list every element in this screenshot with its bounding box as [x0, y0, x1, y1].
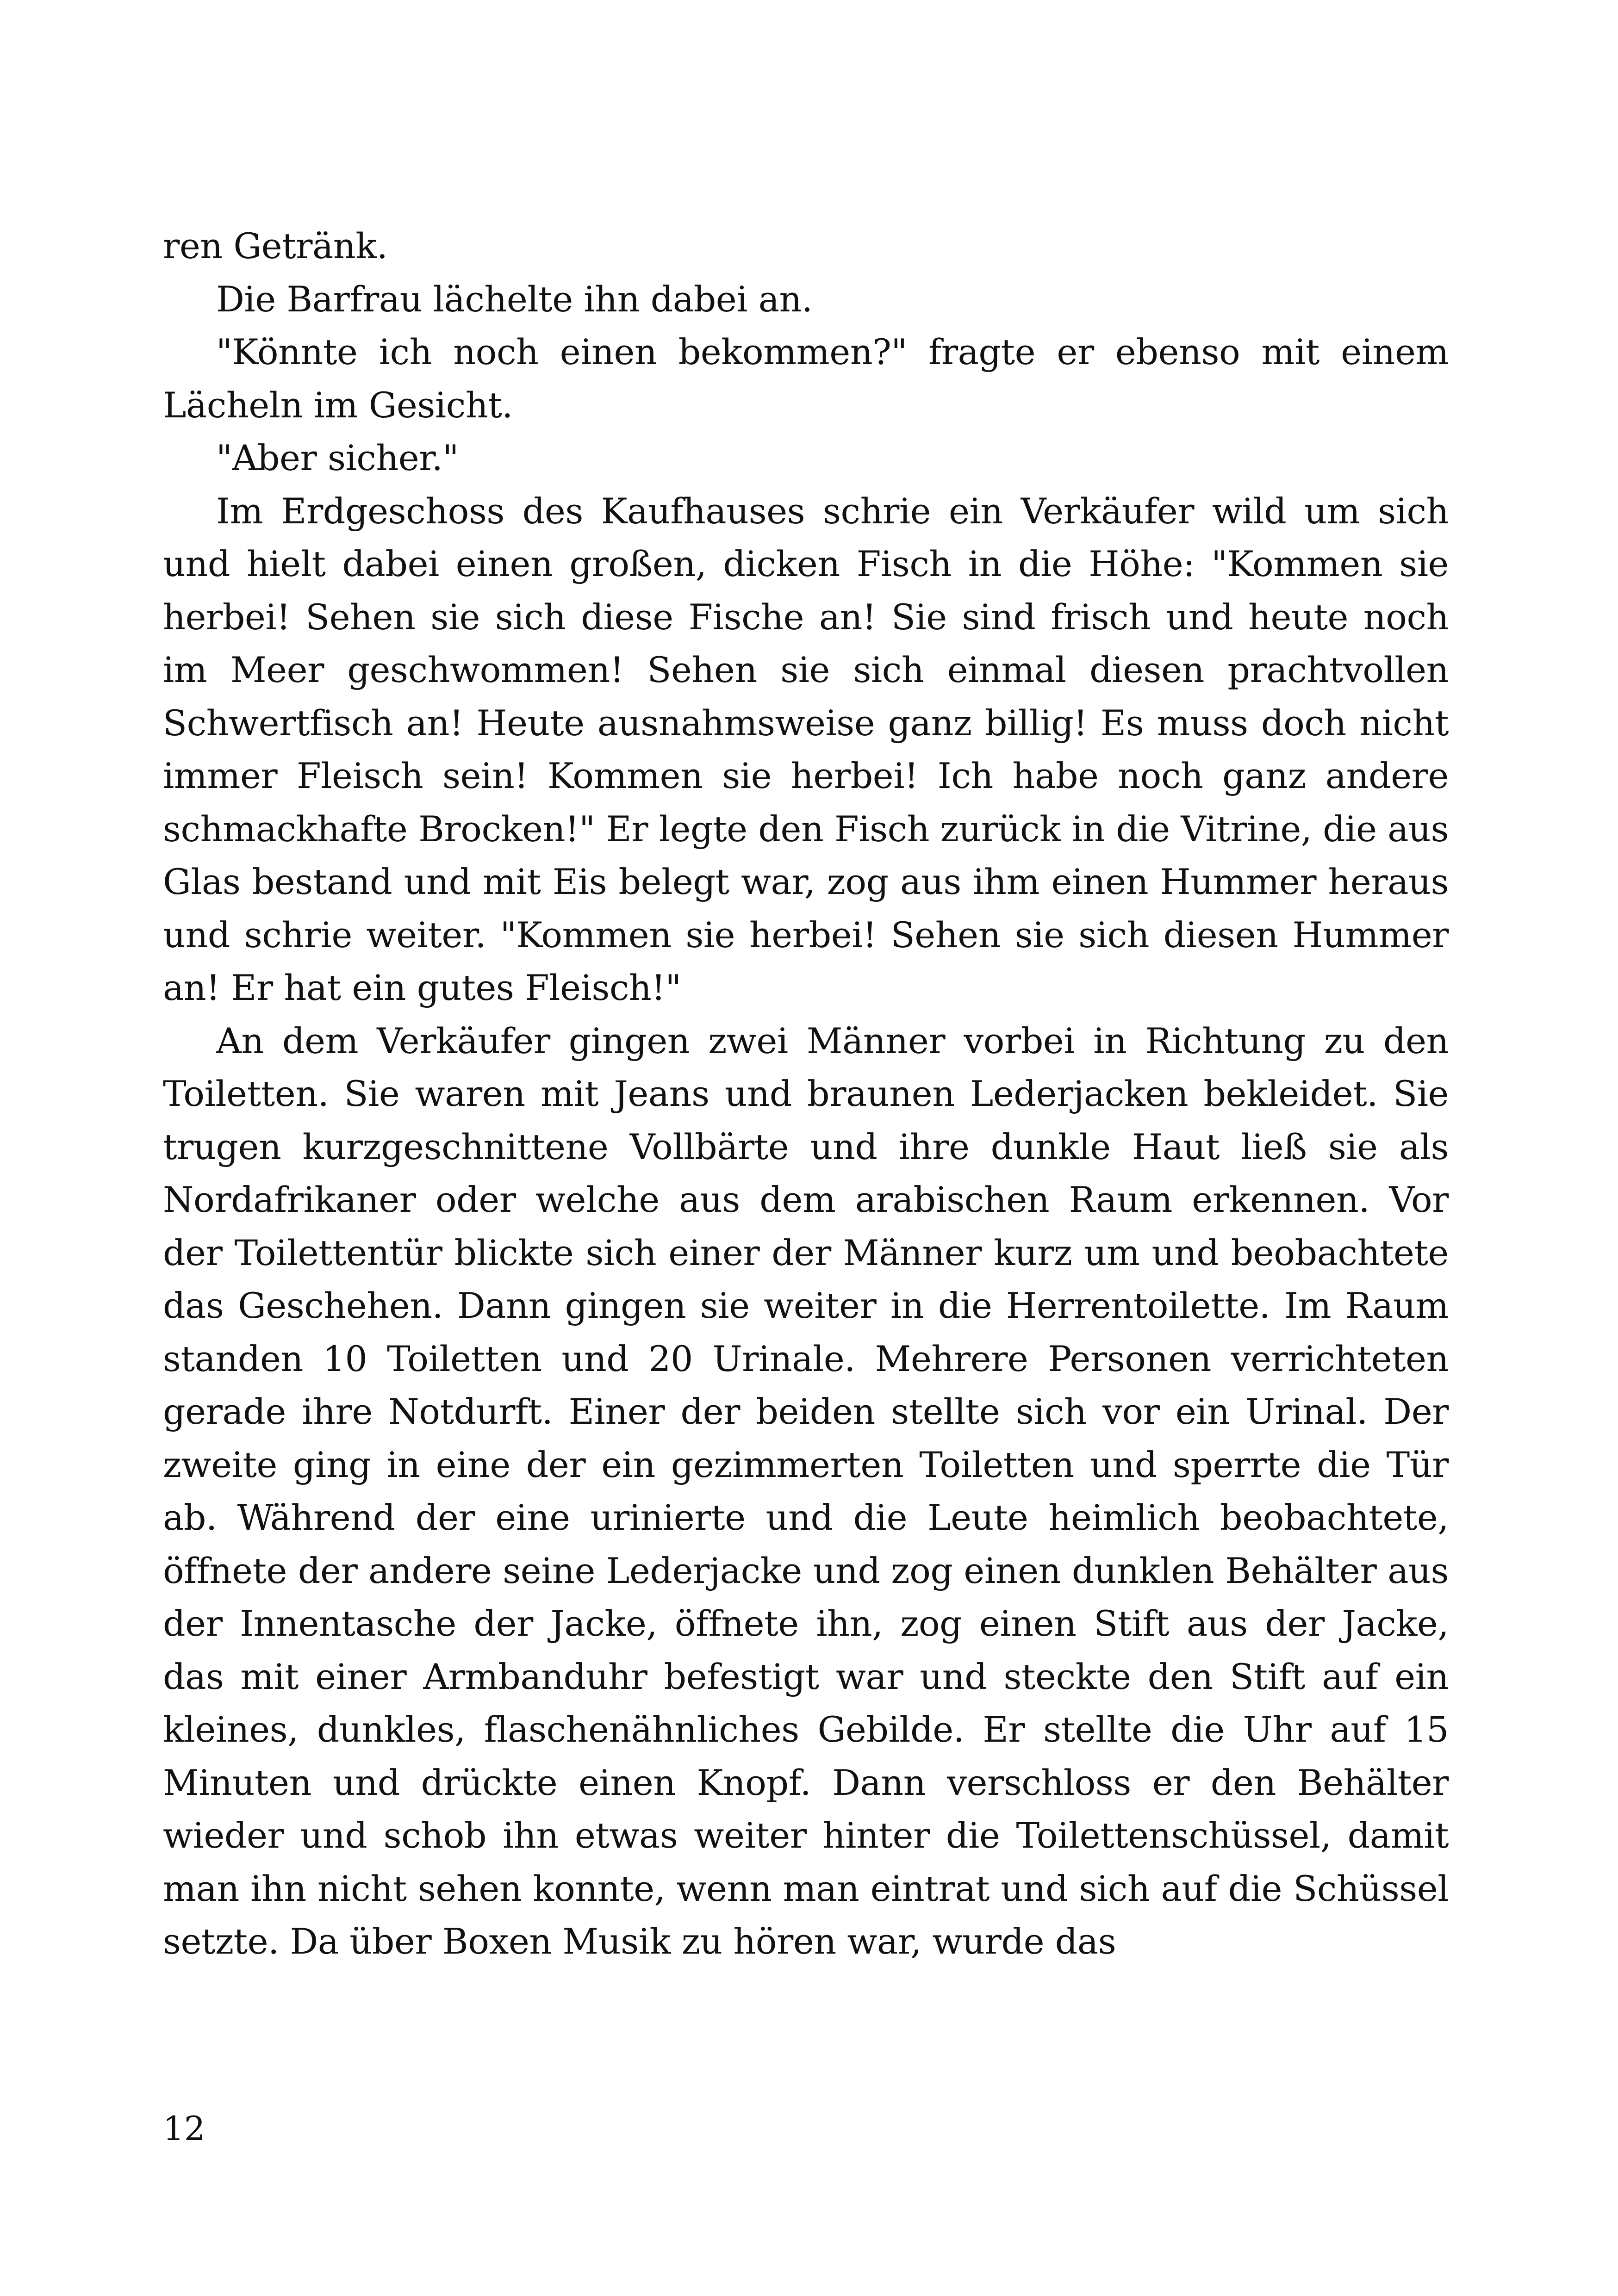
- paragraph-1: ren Getränk.: [163, 225, 388, 267]
- page-number: 12: [163, 2109, 205, 2148]
- paragraph-3: "Könnte ich noch einen bekommen?" fragte er ebenso mit einem Lächeln im Gesicht.: [163, 331, 1449, 426]
- paragraph-5: Im Erdgeschoss des Kaufhauses schrie ein Verkäufer wild um sich und hielt dabei einen großen, dicken Fisch in die Höhe: "Kommen sie herbei! Sehen sie sich diese Fische an! Sie sind frisch und heute noch im Meer geschwommen! Sehen sie sich einmal diesen prachtvollen Schwertfisch an! Heute ausnahmsweise ganz billig! Es muss doch nicht immer Fleisch sein! Kommen sie herbei! Ich habe noch ganz andere schmackhafte Brocken!" Er legte den Fisch zurück in die Vitrine, die aus Glas bestand und mit Eis belegt war, zog aus ihm einen Hummer heraus und schrie weiter. "Kommen sie herbei! Sehen sie sich diesen Hummer an! Er hat ein gutes Fleisch!": [163, 490, 1449, 1008]
- paragraph-4: "Aber sicher.": [216, 437, 459, 478]
- paragraph-2: Die Barfrau lächelte ihn dabei an.: [216, 278, 813, 320]
- paragraph-6: An dem Verkäufer gingen zwei Männer vorbei in Richtung zu den Toiletten. Sie waren mit Jeans und braunen Lederjacken bekleidet. Sie trugen kurzgeschnittene Vollbärte und ihre dunkle Haut ließ sie als Nordafrikaner oder welche aus dem arabischen Raum erkennen. Vor der Toilettentür blickte sich einer der Männer kurz um und beobachtete das Geschehen. Dann gingen sie weiter in die Herrentoilette. Im Raum standen 10 Toiletten und 20 Urinale. Mehrere Personen verrichteten gerade ihre Notdurft. Einer der beiden stellte sich vor ein Urinal. Der zweite ging in eine der ein gezimmerten Toiletten und sperrte die Tür ab. Während der eine urinierte und die Leute heimlich beobachtete, öffnete der andere seine Lederjacke und zog einen dunklen Behälter aus der Innentasche der Jacke, öffnete ihn, zog einen Stift aus der Jacke, das mit einer Armbanduhr befestigt war und steckte den Stift auf ein kleines, dunkles, flaschenähnliches Gebilde. Er stellte die Uhr auf 15 Minuten und drückte einen Knopf. Dann verschloss er den Behälter wieder und schob ihn etwas weiter hinter die Toilettenschüssel, damit man ihn nicht sehen konnte, wenn man eintrat und sich auf die Schüssel setzte. Da über Boxen Musik zu hören war, wurde das: [163, 1020, 1449, 1962]
- body-text: [163, 220, 1449, 1968]
